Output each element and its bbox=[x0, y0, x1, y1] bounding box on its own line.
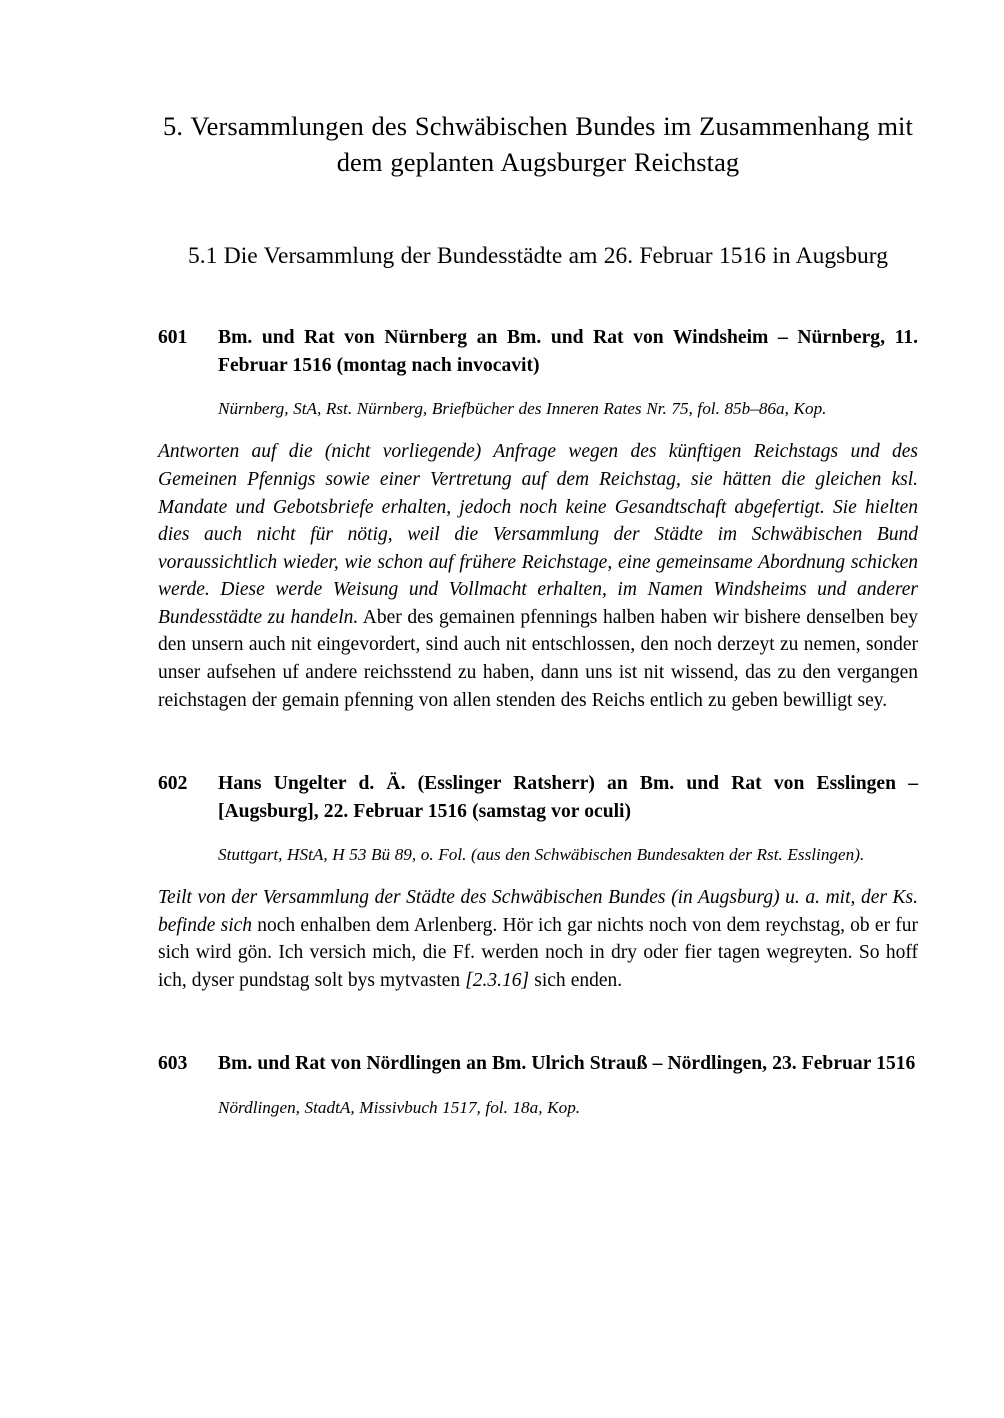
entry-title-text-602: Hans Ungelter d. Ä. (Esslinger Ratsherr) an Bm. und Rat von Esslingen – [Augsburg], 22. Februar 1516 (samstag vor oculi) bbox=[218, 773, 918, 822]
entry-body-summary-602: Teilt von der Versammlung der Städte des Schwäbischen Bundes (in Augsburg) u. a. mit, der Ks. befinde sich bbox=[158, 887, 918, 936]
entry-body-601 bbox=[158, 421, 918, 714]
entry-source-602: Stuttgart, HStA, H 53 Bü 89, o. Fol. (aus den Schwäbischen Bundesakten der Rst. Esslingen). bbox=[218, 845, 865, 865]
entry-body-602 bbox=[158, 867, 918, 994]
entry-body-quote-602-b: sich enden. bbox=[529, 969, 623, 991]
entry-body-date-gloss-602: [2.3.16] bbox=[465, 969, 530, 991]
entry-title-text-601: Bm. und Rat von Nürnberg an Bm. und Rat von Windsheim – Nürnberg, 11. Februar 1516 (montag nach invocavit) bbox=[218, 327, 918, 376]
entry-title-601 bbox=[158, 324, 918, 379]
entry-title-text-603: Bm. und Rat von Nördlingen an Bm. Ulrich Strauß – Nördlingen, 23. Februar 1516 bbox=[218, 1053, 916, 1075]
entry-body-summary-601: Antworten auf die (nicht vorliegende) Anfrage wegen des künftigen Reichstags und des Gemeinen Pfennigs sowie einer Vertretung auf dem Reichstag, sie hätten die gleichen ksl. Mandate und Gebotsbriefe erhalten, jedoch noch keine Gesandtschaft abgefertigt. Sie hielten dies auch nicht für nötig, weil die Versammlung der Städte im Schwäbischen Bund voraussichtlich wieder, wie schon auf frühere Reichstage, eine gemeinsame Abordnung schicken werde. Diese werde Weisung und Vollmacht erhalten, im Namen Windsheims und anderer Bundesstädte zu handeln. bbox=[158, 441, 918, 628]
entry-number-601: 601 bbox=[158, 327, 188, 349]
entry-source-603: Nördlingen, StadtA, Missivbuch 1517, fol. 18a, Kop. bbox=[218, 1097, 581, 1117]
entry-title-602 bbox=[158, 770, 918, 825]
document-entry-603 bbox=[158, 1050, 918, 1120]
entry-source-601: Nürnberg, StA, Rst. Nürnberg, Briefbücher des Inneren Rates Nr. 75, fol. 85b–86a, Kop. bbox=[218, 399, 827, 419]
entry-number-603: 603 bbox=[158, 1053, 188, 1075]
chapter-heading: 5. Versammlungen des Schwäbischen Bundes im Zusammenhang mit dem geplanten Augsburger Reichstag bbox=[163, 111, 913, 178]
document-entry-601 bbox=[158, 324, 918, 714]
page-content bbox=[158, 0, 918, 1120]
section-heading: 5.1 Die Versammlung der Bundesstädte am 26. Februar 1516 in Augsburg bbox=[188, 243, 888, 270]
entry-number-602: 602 bbox=[158, 773, 188, 795]
document-entry-602 bbox=[158, 770, 918, 994]
entry-body-quote-601: Aber des gemainen pfennings halben haben wir bishere denselben bey den unsern auch nit eingevordert, sind auch nit entschlossen, den noch derzeyt zu nemen, sonder unser aufsehen uf andere reichsstend zu haben, dann uns ist nit wissend, das zu den vergangen reichstagen der gemain pfenning von allen stenden des Reichs entlich zu geben bewilligt sey. bbox=[158, 606, 919, 711]
entry-body-quote-602-a: noch enhalben dem Arlenberg. Hör ich gar nichts noch von dem reychstag, ob er fur sich wird gön. Ich versich mich, die Ff. werden noch in dry oder fier tagen wegreyten. So hoff ich, dyser pundstag solt bys mytvasten bbox=[158, 914, 918, 991]
entry-title-603 bbox=[158, 1050, 918, 1077]
